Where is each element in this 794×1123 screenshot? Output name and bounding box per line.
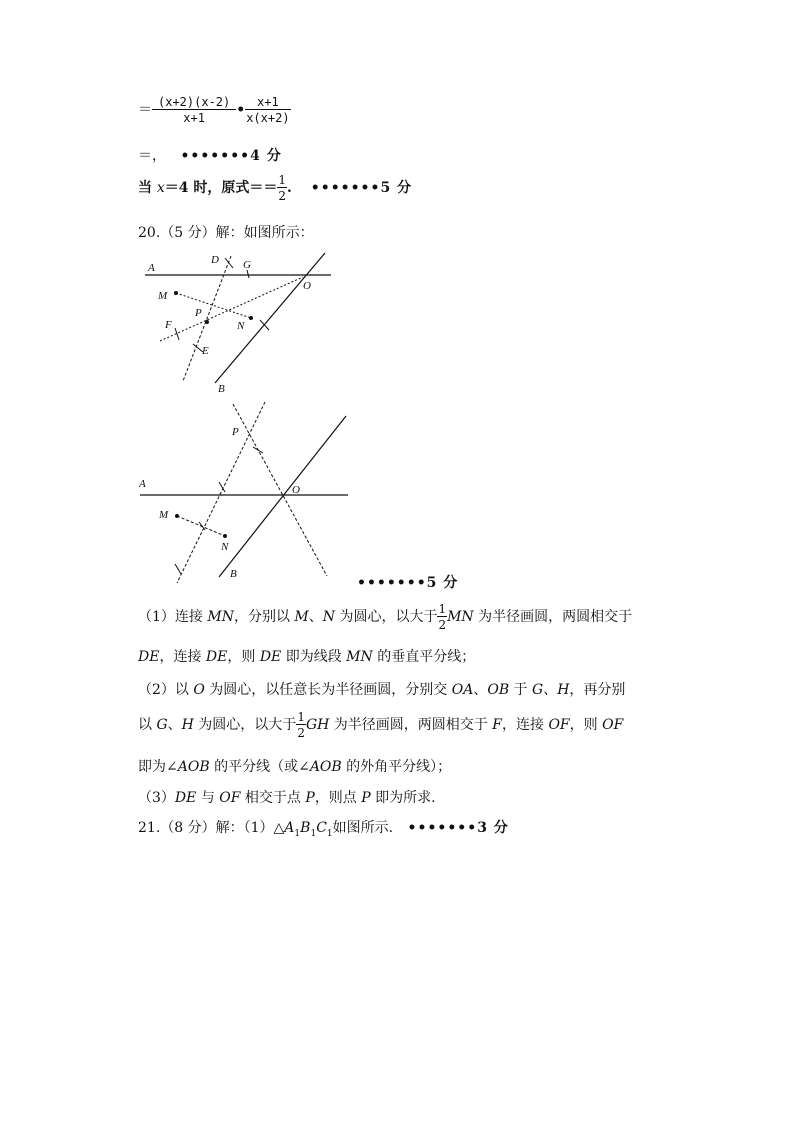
text: 相交于点: [240, 790, 306, 806]
score-dots: •••••••: [407, 820, 478, 836]
construction-figure-1: [135, 248, 345, 398]
label-N: N: [221, 541, 229, 553]
math-var: MN: [447, 609, 474, 625]
subscript: 1: [294, 828, 301, 839]
label-G: G: [243, 259, 251, 271]
segment-MN: [176, 293, 251, 318]
subscript: 1: [326, 828, 333, 839]
score-label: 5 分: [426, 575, 459, 591]
text: ，分别以: [233, 609, 295, 625]
step-1-line-1: [138, 602, 632, 632]
line-3-prefix: 当: [138, 180, 157, 196]
text: （1）连接: [138, 609, 208, 625]
score-dots: •••••••: [357, 575, 427, 591]
math-var: AOB: [309, 759, 342, 775]
text: 与: [196, 790, 220, 806]
label-P: P: [195, 307, 202, 319]
score-label: 5 分: [380, 180, 413, 196]
label-F: F: [165, 319, 172, 331]
score-dots: •••••••: [180, 148, 251, 164]
label-B: B: [230, 568, 237, 580]
label-A: A: [148, 262, 155, 274]
arc-marks: [175, 447, 263, 574]
math-var: AOB: [177, 759, 210, 775]
math-var: B: [300, 820, 311, 836]
point-N: [249, 316, 253, 320]
math-var: F: [492, 717, 502, 733]
half-denominator: 2: [278, 189, 287, 203]
text: ，再分别: [569, 682, 626, 698]
point-M: [174, 291, 178, 295]
fraction-1: [152, 96, 236, 124]
text: 为半径画圆，两圆相交于: [473, 609, 633, 625]
math-var: DE: [259, 649, 282, 665]
score-label: 3 分: [477, 820, 509, 836]
numerator: 1: [297, 710, 305, 724]
fraction-2-denominator: x(x+2): [246, 111, 290, 125]
text: 以: [138, 717, 157, 733]
text: （3）: [138, 790, 175, 806]
line-3-period: .: [287, 180, 292, 196]
math-var: H: [557, 682, 570, 698]
arc-marks: [175, 258, 269, 352]
half-fraction: [437, 603, 447, 631]
math-var: G: [532, 682, 544, 698]
math-var: OF: [602, 717, 624, 733]
label-A: A: [139, 478, 146, 490]
denominator: 2: [297, 726, 305, 740]
ray-OB: [219, 416, 346, 577]
math-var: DE: [205, 649, 228, 665]
math-var: H: [181, 717, 194, 733]
label-O: O: [303, 280, 311, 292]
math-var: OF: [219, 790, 241, 806]
equals-sign: ＝: [138, 102, 152, 118]
half-fraction: [277, 174, 287, 202]
line-through-P-2: [233, 404, 327, 576]
line-3-variable: x: [156, 180, 165, 196]
label-P: P: [232, 426, 239, 438]
text: 、: [167, 717, 182, 733]
expr-line-1: [138, 96, 291, 124]
ray-OB: [215, 253, 325, 383]
label-E: E: [202, 345, 209, 357]
math-var: MN: [346, 649, 373, 665]
text: 21.（8 分）解：（1）△: [138, 820, 285, 836]
half-fraction: [296, 711, 306, 739]
half-numerator: 1: [278, 173, 287, 187]
construction-figure-2: [135, 400, 355, 590]
math-var: OF: [548, 717, 570, 733]
text: 的外角平分线）；: [341, 759, 452, 775]
math-var: C: [316, 820, 327, 836]
text: 的垂直平分线；: [372, 649, 476, 665]
text: （2）以: [138, 682, 194, 698]
fraction-2: [245, 96, 290, 124]
text: ，连接: [501, 717, 549, 733]
math-var: OB: [487, 682, 510, 698]
label-M: M: [158, 290, 168, 302]
text: 即为线段: [281, 649, 347, 665]
line-2-text: ＝，: [138, 148, 166, 164]
text: 即为所求.: [370, 790, 436, 806]
text: 于: [509, 682, 533, 698]
text: 、: [543, 682, 558, 698]
math-var: DE: [138, 649, 160, 665]
point-M: [175, 514, 179, 518]
label-M: M: [159, 509, 169, 521]
fraction-2-numerator: x+1: [245, 96, 290, 110]
step-2-line-3: [138, 752, 451, 782]
math-var: DE: [174, 790, 197, 806]
text: ，则: [227, 649, 260, 665]
math-var: O: [193, 682, 205, 698]
math-var: GH: [305, 717, 330, 733]
math-var: P: [361, 790, 371, 806]
line-through-P-1: [177, 402, 265, 583]
text: 为圆心，以任意长为半径画圆，分别交: [204, 682, 452, 698]
label-N: N: [237, 320, 245, 332]
expr-line-3: [138, 174, 412, 202]
text: ，则点: [314, 790, 362, 806]
math-var: N: [322, 609, 335, 625]
text: ，连接: [159, 649, 206, 665]
text: 为圆心，以大于: [193, 717, 297, 733]
math-var: P: [305, 790, 315, 806]
step-3: [138, 783, 436, 813]
fraction-1-denominator: x+1: [183, 111, 205, 125]
math-var: MN: [207, 609, 234, 625]
math-var: OA: [451, 682, 474, 698]
denominator: 2: [438, 618, 447, 632]
text: 的平分线（或∠: [209, 759, 310, 775]
point-N: [223, 534, 227, 538]
text: 、: [308, 609, 323, 625]
line-3-middle: ＝4 时，原式＝＝: [164, 180, 278, 196]
math-var: M: [294, 609, 309, 625]
step-1-line-2: [138, 642, 475, 672]
bisector-OF: [160, 277, 303, 341]
fraction-1-numerator: (x+2)(x-2): [152, 96, 236, 110]
label-O: O: [292, 484, 300, 496]
text: 、: [473, 682, 488, 698]
score-label: 4 分: [250, 148, 282, 164]
numerator: 1: [438, 602, 447, 616]
question-21: [138, 813, 509, 849]
point-P: [205, 320, 209, 324]
text: ，则: [569, 717, 603, 733]
step-2-line-2: [138, 710, 623, 740]
question-20-heading: 20.（5 分）解：如图所示：: [138, 225, 314, 241]
text: 为圆心，以大于: [335, 609, 438, 625]
q20-score: [357, 572, 458, 592]
math-var: A: [284, 820, 295, 836]
label-D: D: [211, 254, 219, 266]
multiply-dot: •: [236, 102, 246, 118]
step-2-line-1: [138, 675, 625, 705]
label-B: B: [218, 383, 225, 395]
text: 为半径画圆，两圆相交于: [329, 717, 493, 733]
expr-line-2: [138, 145, 282, 165]
subscript: 1: [310, 828, 317, 839]
score-dots: •••••••: [310, 180, 381, 196]
math-var: G: [156, 717, 168, 733]
text: 即为∠: [138, 759, 178, 775]
text: 如图所示.: [332, 820, 394, 836]
